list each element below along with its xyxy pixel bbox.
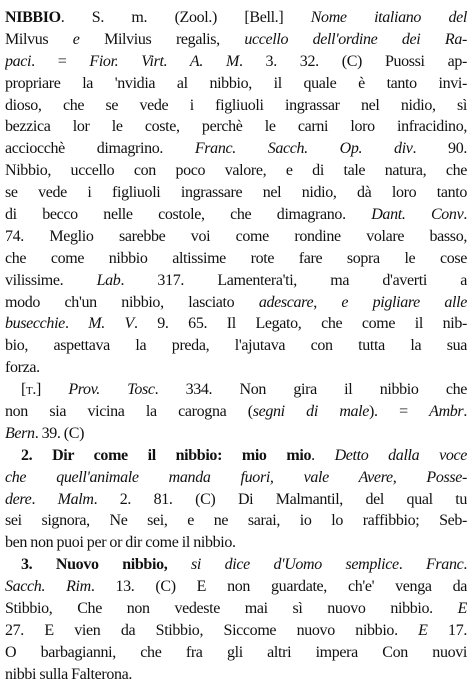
text-segment: Sacch. Rim xyxy=(5,578,91,596)
text-line xyxy=(5,292,467,314)
text-line xyxy=(5,73,467,95)
text-segment: .] xyxy=(32,381,69,399)
text-segment: E xyxy=(418,621,428,639)
text-segment: Milvius regalis, xyxy=(104,30,245,48)
text-segment: bezzica lor le coste, perchè le carni loro infracidino, xyxy=(5,118,467,136)
text-segment: t xyxy=(25,381,33,399)
text-line xyxy=(5,7,467,29)
text-segment: Stibbio, Che non vedeste mai sì nuovo nibbio. xyxy=(5,600,458,618)
text-segment: adescare xyxy=(258,293,314,311)
paragraph xyxy=(5,7,467,379)
text-line xyxy=(5,160,467,182)
text-segment: Nibbio, uccello con poco valore, e di tale natura, che xyxy=(5,162,467,180)
dictionary-entry-nibbio xyxy=(5,7,467,686)
text-segment: Nome italiano del xyxy=(310,9,467,26)
text-line xyxy=(5,401,467,423)
text-line xyxy=(5,598,467,620)
text-line xyxy=(5,489,467,511)
text-segment: . xyxy=(463,206,467,224)
text-segment: NIBBIO xyxy=(5,9,61,26)
paragraph xyxy=(5,379,467,445)
text-segment: Bern xyxy=(5,424,35,442)
text-segment: Franc xyxy=(426,556,464,574)
text-line xyxy=(5,532,467,554)
text-line xyxy=(5,51,467,73)
text-line xyxy=(5,576,467,598)
text-segment: vilissime. xyxy=(5,271,97,289)
text-segment: se vede i figliuoli ingrassare nel nidio, dà loro tanto xyxy=(5,184,467,202)
text-segment: forza. xyxy=(5,359,40,377)
text-segment: . xyxy=(463,403,467,421)
text-segment: 3. Nuovo nibbio, xyxy=(21,556,192,574)
text-line xyxy=(5,510,467,532)
text-segment: . xyxy=(463,556,467,574)
text-segment: 17. xyxy=(427,621,467,639)
text-segment: . 334. Non gira il nibbio che xyxy=(154,381,467,399)
text-segment: Lab xyxy=(96,271,121,289)
text-segment: busecchie xyxy=(5,315,65,333)
text-line xyxy=(5,357,467,379)
text-line xyxy=(5,554,467,576)
text-segment: nibbi sulla Falterona. xyxy=(5,665,133,683)
text-segment: 27. E vien da Stibbio, Siccome nuovo nibbio. xyxy=(5,621,419,639)
text-line xyxy=(5,138,467,160)
text-line xyxy=(5,335,467,357)
text-line xyxy=(5,620,467,642)
text-segment: dioso, che se vede i figliuoli ingrassar nel nidio, sì xyxy=(5,96,467,114)
text-line xyxy=(5,248,467,270)
text-segment: Milvus xyxy=(5,30,73,48)
text-line xyxy=(5,379,467,401)
text-segment: e pigliare alle xyxy=(341,293,467,311)
paragraph xyxy=(5,554,467,685)
text-segment: propriare la 'nvidia al nibbio, il quale è tanto invi- xyxy=(5,74,467,92)
text-segment: dere xyxy=(5,490,32,508)
text-segment: 74. Meglio sarebbe voi come rondine volare basso, xyxy=(5,227,467,245)
text-line xyxy=(5,467,467,489)
text-segment: M. V xyxy=(88,315,134,333)
text-segment: . xyxy=(31,490,58,508)
text-segment: . xyxy=(311,446,335,464)
text-line xyxy=(5,204,467,226)
text-line xyxy=(5,29,467,51)
text-line xyxy=(5,116,467,138)
text-segment: paci xyxy=(5,52,32,70)
text-segment: O barbagianni, che fra gli altri impera Con nuovi xyxy=(5,643,467,661)
text-segment: Fior. Virt. A. M xyxy=(89,52,239,70)
text-segment: 2. Dir come il nibbio: mio mio xyxy=(21,446,312,464)
text-line xyxy=(5,95,467,117)
text-segment: . 90. xyxy=(412,140,467,158)
text-segment: ben non puoi per or dir come il nibbio. xyxy=(5,534,236,552)
text-segment: modo ch'un nibbio, lasciato xyxy=(5,293,259,311)
text-segment: Prov. Tosc xyxy=(68,381,155,399)
text-line xyxy=(5,270,467,292)
text-segment: segni di male xyxy=(252,403,370,421)
text-line xyxy=(5,423,467,445)
text-segment: . S. m. (Zool.) [Bell.] xyxy=(60,9,311,26)
text-segment: . 3. 32. (C) Puossi ap- xyxy=(238,52,467,70)
text-segment: , xyxy=(313,293,342,311)
text-segment: e xyxy=(72,30,105,48)
text-segment: di becco nelle costole, che dimagrano. xyxy=(5,206,372,224)
text-segment: . 39. (C) xyxy=(34,424,85,442)
text-segment: . 2. 81. (C) Di Malmantil, del qual tu xyxy=(93,490,467,508)
text-segment: Dant. Conv xyxy=(371,206,464,224)
text-line xyxy=(5,664,467,686)
text-segment: che quell'animale manda fuori, vale Avere, Posse- xyxy=(5,468,467,486)
text-line xyxy=(5,226,467,248)
text-segment: . = xyxy=(31,52,90,70)
text-line xyxy=(5,445,467,467)
text-segment: Franc. Sacch. Op. div xyxy=(194,140,413,158)
text-segment: . 9. 65. Il Legato, che come il nib- xyxy=(133,315,467,333)
text-segment: . 317. Lamentera'ti, ma d'averti a xyxy=(120,271,467,289)
text-segment: uccello dell'ordine dei Ra- xyxy=(244,30,467,48)
text-segment: Detto dalla voce xyxy=(334,446,467,464)
text-line xyxy=(5,313,467,335)
text-segment: Malm xyxy=(57,490,94,508)
text-segment: non sia vicina la carogna ( xyxy=(5,403,253,421)
text-line xyxy=(5,182,467,204)
text-segment: E xyxy=(457,600,467,618)
text-segment: . 13. (C) E non guardate, ch'e' venga da xyxy=(90,578,467,596)
text-segment: ). = xyxy=(369,403,430,421)
text-segment: acciocchè dimagrino. xyxy=(5,140,195,158)
paragraph xyxy=(5,445,467,554)
text-segment: . xyxy=(64,315,89,333)
text-segment: . xyxy=(398,556,426,574)
text-segment: sei signora, Ne sei, e ne sarai, io lo raffibbio; Seb- xyxy=(5,512,467,530)
text-segment: bio, aspettava la preda, l'ajutava con tutta la sua xyxy=(5,337,467,355)
text-line xyxy=(5,642,467,664)
text-segment: si dice d'Uomo semplice xyxy=(191,556,399,574)
text-segment: [ xyxy=(21,381,26,399)
text-segment: che come nibbio altissime rote fare sopra le cose xyxy=(5,249,467,267)
text-segment: Ambr xyxy=(429,403,464,421)
